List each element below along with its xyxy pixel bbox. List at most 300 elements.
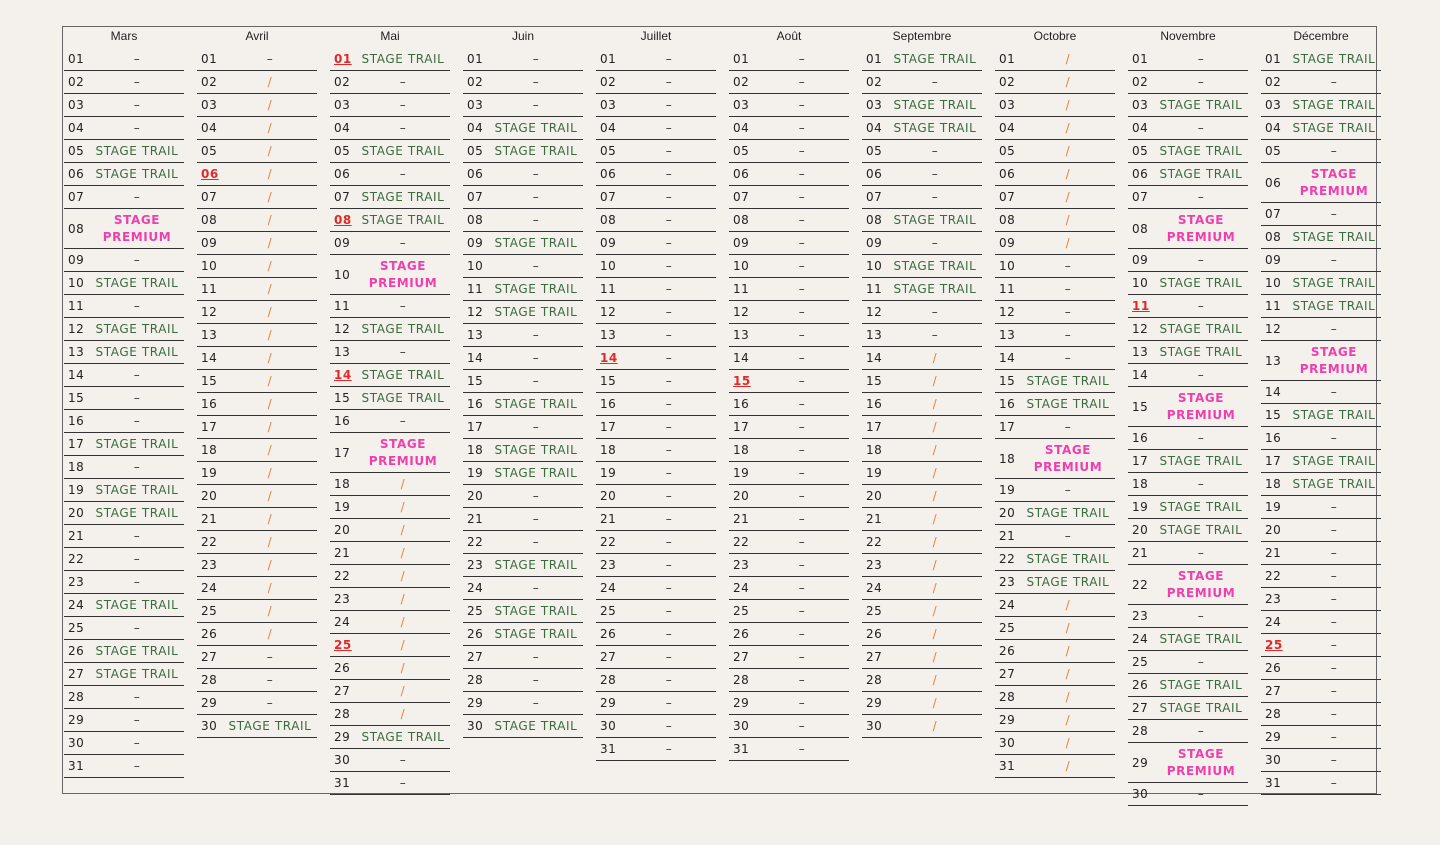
day-number: 24: [201, 581, 218, 595]
slash-marker: /: [267, 442, 273, 457]
dash-marker: –: [798, 672, 806, 687]
day-number: 23: [999, 575, 1016, 589]
day-number: 28: [68, 690, 85, 704]
day-number: 07: [733, 190, 750, 204]
day-number: 03: [1265, 98, 1282, 112]
day-row: [1261, 450, 1381, 473]
slash-marker: /: [267, 120, 273, 135]
slash-marker: /: [1065, 597, 1071, 612]
day-row: [995, 502, 1115, 525]
day-row: [197, 301, 317, 324]
dash-marker: –: [798, 304, 806, 319]
day-row: [1128, 743, 1248, 783]
day-number: 26: [1132, 678, 1149, 692]
day-row: [1261, 703, 1381, 726]
day-row: [995, 479, 1115, 502]
day-row: [64, 209, 184, 249]
dash-marker: –: [1197, 545, 1205, 560]
day-row: [197, 140, 317, 163]
stage-trail-label: STAGE TRAIL: [893, 120, 977, 135]
day-number: 28: [1132, 724, 1149, 738]
day-row: [995, 709, 1115, 732]
day-row: [862, 462, 982, 485]
day-row: [729, 347, 849, 370]
day-number: 02: [467, 75, 484, 89]
day-row: [862, 117, 982, 140]
dash-marker: –: [798, 212, 806, 227]
dash-marker: –: [133, 189, 141, 204]
day-number: 25: [866, 604, 883, 618]
day-row: [862, 209, 982, 232]
dash-marker: –: [1197, 189, 1205, 204]
day-number: 19: [201, 466, 218, 480]
day-number: 04: [334, 121, 351, 135]
dash-marker: –: [665, 603, 673, 618]
dash-marker: –: [665, 442, 673, 457]
dash-marker: –: [133, 390, 141, 405]
day-row: [463, 646, 583, 669]
dash-marker: –: [798, 396, 806, 411]
dash-marker: –: [399, 166, 407, 181]
holiday-day-number: 25: [1265, 638, 1283, 652]
dash-marker: –: [133, 252, 141, 267]
dash-marker: –: [532, 212, 540, 227]
dash-marker: –: [1330, 752, 1338, 767]
day-number: 27: [733, 650, 750, 664]
day-row: [197, 554, 317, 577]
day-row: [463, 48, 583, 71]
day-number: 27: [201, 650, 218, 664]
month-name: Avril: [245, 29, 269, 43]
dash-marker: –: [1064, 258, 1072, 273]
day-row: [1128, 496, 1248, 519]
day-number: 21: [1265, 546, 1282, 560]
stage-trail-label: STAGE TRAIL: [494, 235, 578, 250]
day-number: 05: [866, 144, 883, 158]
dash-marker: –: [399, 298, 407, 313]
stage-trail-label: STAGE TRAIL: [95, 321, 179, 336]
stage-trail-label: STAGE TRAIL: [494, 120, 578, 135]
day-row: [862, 163, 982, 186]
month-column: [596, 27, 716, 793]
day-number: 24: [68, 598, 85, 612]
day-number: 16: [334, 414, 351, 428]
day-number: 11: [334, 299, 351, 313]
day-row: [729, 669, 849, 692]
dash-marker: –: [665, 580, 673, 595]
day-row: [330, 387, 450, 410]
day-number: 06: [1265, 175, 1282, 190]
day-number: 17: [733, 420, 750, 434]
slash-marker: /: [1065, 689, 1071, 704]
stage-trail-label: STAGE TRAIL: [494, 603, 578, 618]
day-number: 14: [733, 351, 750, 365]
day-number: 14: [201, 351, 218, 365]
dash-marker: –: [665, 51, 673, 66]
day-row: [729, 531, 849, 554]
day-row: [1128, 519, 1248, 542]
stage-trail-label: STAGE TRAIL: [1026, 396, 1110, 411]
slash-marker: /: [267, 258, 273, 273]
day-row: [463, 462, 583, 485]
dash-marker: –: [931, 143, 939, 158]
day-number: 08: [999, 213, 1016, 227]
day-row: [1261, 48, 1381, 71]
day-row: [596, 646, 716, 669]
dash-marker: –: [133, 551, 141, 566]
day-row: [995, 663, 1115, 686]
day-row: [1261, 427, 1381, 450]
day-row: [1128, 272, 1248, 295]
day-row: [862, 439, 982, 462]
stage-trail-label: STAGE TRAIL: [1292, 476, 1376, 491]
stage-trail-label: STAGE TRAIL: [361, 212, 445, 227]
day-row: [1261, 272, 1381, 295]
day-row: [197, 715, 317, 738]
day-row: [197, 439, 317, 462]
day-number: 15: [68, 391, 85, 405]
dash-marker: –: [1330, 522, 1338, 537]
day-number: 27: [866, 650, 883, 664]
day-row: [1128, 186, 1248, 209]
day-number: 31: [1265, 776, 1282, 790]
day-number: 09: [334, 236, 351, 250]
slash-marker: /: [932, 534, 938, 549]
day-row: [862, 508, 982, 531]
month-column: [862, 27, 982, 793]
dash-marker: –: [532, 350, 540, 365]
day-number: 04: [68, 121, 85, 135]
day-row: [64, 548, 184, 571]
day-number: 08: [866, 213, 883, 227]
slash-marker: /: [267, 350, 273, 365]
day-row: [729, 94, 849, 117]
dash-marker: –: [665, 189, 673, 204]
stage-trail-label: STAGE TRAIL: [1292, 97, 1376, 112]
day-row: [463, 485, 583, 508]
day-row: [463, 347, 583, 370]
day-row: [330, 364, 450, 387]
day-number: 24: [733, 581, 750, 595]
day-row: [729, 715, 849, 738]
slash-marker: /: [267, 166, 273, 181]
day-row: [596, 117, 716, 140]
day-number: 03: [1132, 98, 1149, 112]
day-row: [995, 594, 1115, 617]
day-number: 07: [68, 190, 85, 204]
day-row: [1128, 364, 1248, 387]
day-row: [1128, 783, 1248, 806]
day-row: [1261, 226, 1381, 249]
day-row: [729, 301, 849, 324]
day-row: [862, 715, 982, 738]
day-row: [1261, 496, 1381, 519]
day-row: [330, 410, 450, 433]
day-number: 10: [733, 259, 750, 273]
dash-marker: –: [532, 189, 540, 204]
day-row: [197, 692, 317, 715]
day-row: [729, 508, 849, 531]
day-row: [729, 324, 849, 347]
day-row: [1261, 519, 1381, 542]
slash-marker: /: [400, 660, 406, 675]
dash-marker: –: [665, 120, 673, 135]
day-row: [995, 94, 1115, 117]
day-row: [330, 542, 450, 565]
dash-marker: –: [1197, 74, 1205, 89]
day-number: 17: [999, 420, 1016, 434]
day-number: 30: [334, 753, 351, 767]
day-row: [64, 617, 184, 640]
day-row: [330, 48, 450, 71]
stage-trail-label: STAGE TRAIL: [494, 718, 578, 733]
stage-premium-label: STAGE PREMIUM: [1166, 568, 1236, 600]
stage-trail-label: STAGE TRAIL: [1292, 275, 1376, 290]
month-name: Mars: [110, 29, 138, 43]
day-row: [330, 209, 450, 232]
day-row: [1128, 117, 1248, 140]
month-name: Septembre: [892, 29, 952, 43]
dash-marker: –: [1330, 499, 1338, 514]
day-number: 29: [1265, 730, 1282, 744]
day-row: [995, 278, 1115, 301]
day-row: [729, 416, 849, 439]
day-row: [995, 255, 1115, 278]
day-number: 29: [600, 696, 617, 710]
stage-trail-label: STAGE TRAIL: [95, 482, 179, 497]
day-number: 17: [866, 420, 883, 434]
day-number: 04: [999, 121, 1016, 135]
day-number: 23: [334, 592, 351, 606]
day-row: [729, 738, 849, 761]
day-row: [995, 48, 1115, 71]
day-number: 09: [1132, 253, 1149, 267]
dash-marker: –: [665, 488, 673, 503]
day-row: [995, 439, 1115, 479]
day-number: 18: [866, 443, 883, 457]
slash-marker: /: [267, 603, 273, 618]
day-number: 04: [733, 121, 750, 135]
month-column: [330, 27, 450, 793]
dash-marker: –: [798, 327, 806, 342]
day-number: 23: [1265, 592, 1282, 606]
slash-marker: /: [267, 235, 273, 250]
stage-trail-label: STAGE TRAIL: [1026, 574, 1110, 589]
day-number: 10: [1132, 276, 1149, 290]
day-number: 21: [467, 512, 484, 526]
stage-trail-label: STAGE TRAIL: [1159, 166, 1243, 181]
day-row: [596, 301, 716, 324]
dash-marker: –: [931, 74, 939, 89]
dash-marker: –: [1064, 327, 1072, 342]
day-number: 02: [1265, 75, 1282, 89]
day-number: 03: [866, 98, 883, 112]
stage-trail-label: STAGE TRAIL: [361, 51, 445, 66]
day-number: 10: [600, 259, 617, 273]
dash-marker: –: [798, 626, 806, 641]
dash-marker: –: [665, 350, 673, 365]
dash-marker: –: [266, 51, 274, 66]
dash-marker: –: [931, 166, 939, 181]
day-number: 09: [866, 236, 883, 250]
stage-premium-label: STAGE PREMIUM: [368, 258, 438, 290]
stage-trail-label: STAGE TRAIL: [1026, 551, 1110, 566]
month-name: Mai: [380, 29, 400, 43]
day-row: [995, 732, 1115, 755]
day-number: 04: [201, 121, 218, 135]
dash-marker: –: [399, 344, 407, 359]
day-number: 21: [866, 512, 883, 526]
day-row: [995, 163, 1115, 186]
day-row: [330, 186, 450, 209]
day-row: [64, 163, 184, 186]
day-row: [995, 209, 1115, 232]
dash-marker: –: [665, 281, 673, 296]
day-number: 20: [201, 489, 218, 503]
day-number: 28: [999, 690, 1016, 704]
dash-marker: –: [1064, 419, 1072, 434]
day-row: [197, 163, 317, 186]
day-row: [463, 232, 583, 255]
day-row: [862, 140, 982, 163]
day-number: 10: [201, 259, 218, 273]
day-number: 23: [68, 575, 85, 589]
dash-marker: –: [532, 327, 540, 342]
day-number: 08: [68, 221, 85, 236]
day-row: [729, 554, 849, 577]
day-number: 20: [68, 506, 85, 520]
month-column: [1261, 27, 1381, 793]
stage-trail-label: STAGE TRAIL: [1026, 505, 1110, 520]
dash-marker: –: [1330, 143, 1338, 158]
day-row: [862, 554, 982, 577]
stage-trail-label: STAGE TRAIL: [494, 396, 578, 411]
day-row: [197, 48, 317, 71]
day-row: [64, 295, 184, 318]
day-row: [64, 525, 184, 548]
day-row: [463, 278, 583, 301]
holiday-day-number: 11: [1132, 299, 1150, 313]
dash-marker: –: [931, 189, 939, 204]
day-row: [596, 71, 716, 94]
day-number: 02: [600, 75, 617, 89]
day-number: 21: [334, 546, 351, 560]
day-number: 19: [866, 466, 883, 480]
day-row: [596, 508, 716, 531]
slash-marker: /: [400, 568, 406, 583]
dash-marker: –: [798, 603, 806, 618]
dash-marker: –: [532, 695, 540, 710]
dash-marker: –: [532, 534, 540, 549]
dash-marker: –: [1330, 591, 1338, 606]
day-row: [197, 577, 317, 600]
dash-marker: –: [1330, 206, 1338, 221]
day-number: 06: [866, 167, 883, 181]
day-row: [862, 669, 982, 692]
day-row: [64, 433, 184, 456]
day-row: [1261, 680, 1381, 703]
day-row: [197, 71, 317, 94]
day-row: [995, 347, 1115, 370]
dash-marker: –: [1064, 482, 1072, 497]
day-number: 14: [866, 351, 883, 365]
day-row: [330, 519, 450, 542]
day-row: [64, 140, 184, 163]
dash-marker: –: [665, 166, 673, 181]
dash-marker: –: [798, 74, 806, 89]
day-row: [64, 502, 184, 525]
day-number: 17: [600, 420, 617, 434]
slash-marker: /: [1065, 120, 1071, 135]
day-number: 11: [866, 282, 883, 296]
day-number: 01: [201, 52, 218, 66]
holiday-day-number: 14: [600, 351, 618, 365]
day-row: [729, 232, 849, 255]
slash-marker: /: [1065, 166, 1071, 181]
day-number: 11: [467, 282, 484, 296]
slash-marker: /: [400, 545, 406, 560]
day-row: [729, 370, 849, 393]
day-number: 31: [999, 759, 1016, 773]
dash-marker: –: [665, 143, 673, 158]
day-row: [995, 755, 1115, 778]
day-number: 18: [600, 443, 617, 457]
stage-trail-label: STAGE TRAIL: [95, 643, 179, 658]
day-number: 10: [1265, 276, 1282, 290]
day-row: [197, 209, 317, 232]
stage-trail-label: STAGE TRAIL: [1159, 275, 1243, 290]
day-row: [330, 772, 450, 795]
day-row: [330, 71, 450, 94]
dash-marker: –: [798, 465, 806, 480]
slash-marker: /: [267, 396, 273, 411]
day-row: [729, 186, 849, 209]
day-number: 08: [600, 213, 617, 227]
day-number: 02: [1132, 75, 1149, 89]
dash-marker: –: [133, 97, 141, 112]
day-number: 18: [733, 443, 750, 457]
dash-marker: –: [399, 235, 407, 250]
stage-trail-label: STAGE TRAIL: [95, 436, 179, 451]
holiday-day-number: 08: [334, 213, 352, 227]
stage-trail-label: STAGE TRAIL: [893, 281, 977, 296]
day-number: 13: [467, 328, 484, 342]
day-row: [596, 577, 716, 600]
day-number: 23: [733, 558, 750, 572]
day-row: [729, 646, 849, 669]
day-number: 30: [866, 719, 883, 733]
day-number: 06: [1132, 167, 1149, 181]
day-number: 24: [866, 581, 883, 595]
day-row: [1261, 772, 1381, 795]
stage-trail-label: STAGE TRAIL: [95, 597, 179, 612]
day-row: [596, 531, 716, 554]
day-number: 23: [1132, 609, 1149, 623]
day-number: 24: [1132, 632, 1149, 646]
day-row: [1128, 209, 1248, 249]
day-number: 11: [201, 282, 218, 296]
dash-marker: –: [665, 626, 673, 641]
slash-marker: /: [400, 614, 406, 629]
day-number: 20: [334, 523, 351, 537]
day-row: [862, 186, 982, 209]
day-row: [197, 232, 317, 255]
day-number: 25: [999, 621, 1016, 635]
day-row: [64, 640, 184, 663]
day-number: 09: [201, 236, 218, 250]
day-row: [64, 456, 184, 479]
day-number: 19: [334, 500, 351, 514]
